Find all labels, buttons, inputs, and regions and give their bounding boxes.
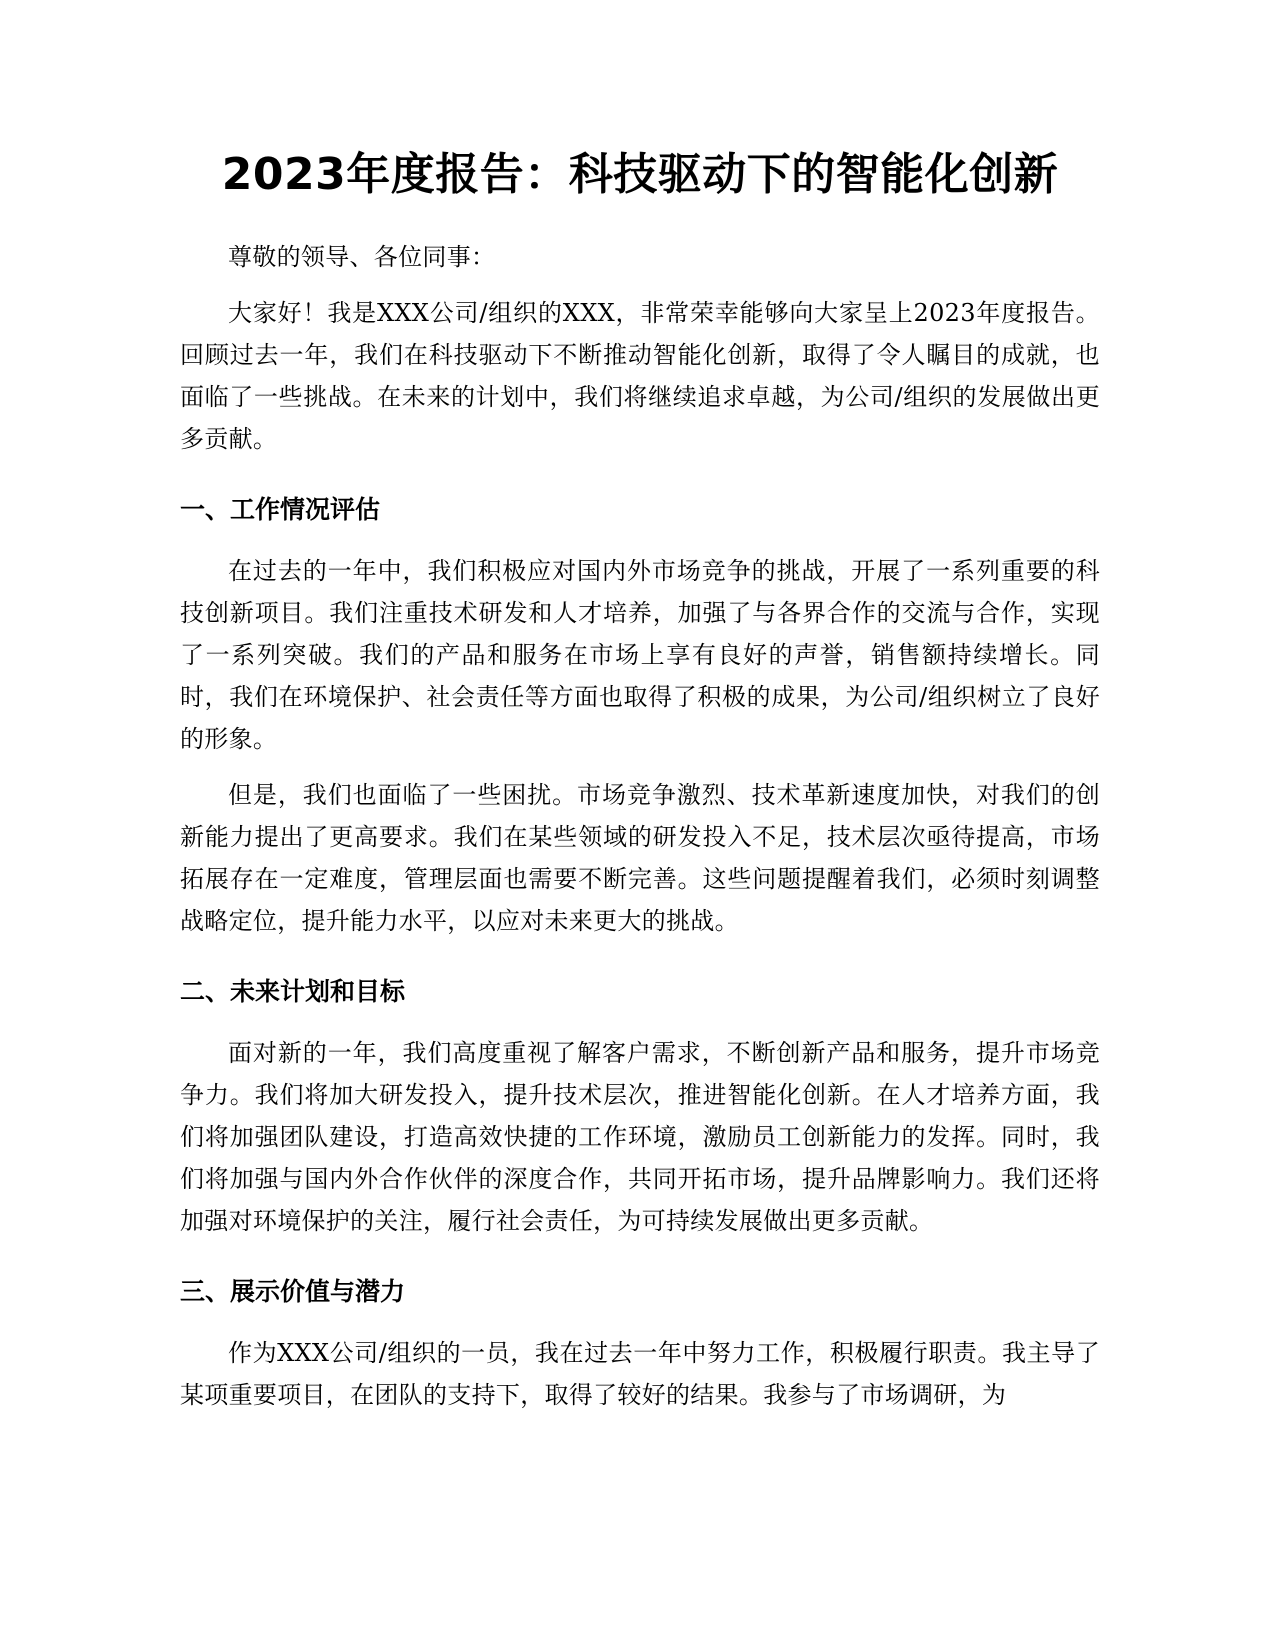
document-title: 2023年度报告：科技驱动下的智能化创新	[221, 149, 1059, 200]
salutation: 尊敬的领导、各位同事：	[228, 243, 496, 271]
section-paragraph: 作为XXX公司/组织的一员，我在过去一年中努力工作，积极履行职责。我主导了某项重要项目，在团队的支持下，取得了较好的结果。我参与了市场调研，为	[180, 1339, 1100, 1409]
intro-paragraph: 大家好！我是XXX公司/组织的XXX，非常荣幸能够向大家呈上2023年度报告。回顾过去一年，我们在科技驱动下不断推动智能化创新，取得了令人瞩目的成就，也面临了一些挑战。在未来的计划中，我们将继续追求卓越，为公司/组织的发展做出更多贡献。	[180, 299, 1100, 453]
section-heading-future-plans: 二、未来计划和目标	[180, 977, 406, 1006]
section-heading-work-evaluation: 一、工作情况评估	[180, 495, 381, 524]
section-paragraph: 面对新的一年，我们高度重视了解客户需求，不断创新产品和服务，提升市场竞争力。我们将加大研发投入，提升技术层次，推进智能化创新。在人才培养方面，我们将加强团队建设，打造高效快捷的工作环境，激励员工创新能力的发挥。同时，我们将加强与国内外合作伙伴的深度合作，共同开拓市场，提升品牌影响力。我们还将加强对环境保护的关注，履行社会责任，为可持续发展做出更多贡献。	[180, 1039, 1100, 1235]
section-paragraph: 但是，我们也面临了一些困扰。市场竞争激烈、技术革新速度加快，对我们的创新能力提出了更高要求。我们在某些领域的研发投入不足，技术层次亟待提高，市场拓展存在一定难度，管理层面也需要不断完善。这些问题提醒着我们，必须时刻调整战略定位，提升能力水平，以应对未来更大的挑战。	[180, 781, 1100, 935]
section-paragraph: 在过去的一年中，我们积极应对国内外市场竞争的挑战，开展了一系列重要的科技创新项目。我们注重技术研发和人才培养，加强了与各界合作的交流与合作，实现了一系列突破。我们的产品和服务在市场上享有良好的声誉，销售额持续增长。同时，我们在环境保护、社会责任等方面也取得了积极的成果，为公司/组织树立了良好的形象。	[180, 557, 1100, 753]
section-heading-value-potential: 三、展示价值与潜力	[180, 1277, 406, 1306]
document-page	[180, 140, 1100, 1430]
